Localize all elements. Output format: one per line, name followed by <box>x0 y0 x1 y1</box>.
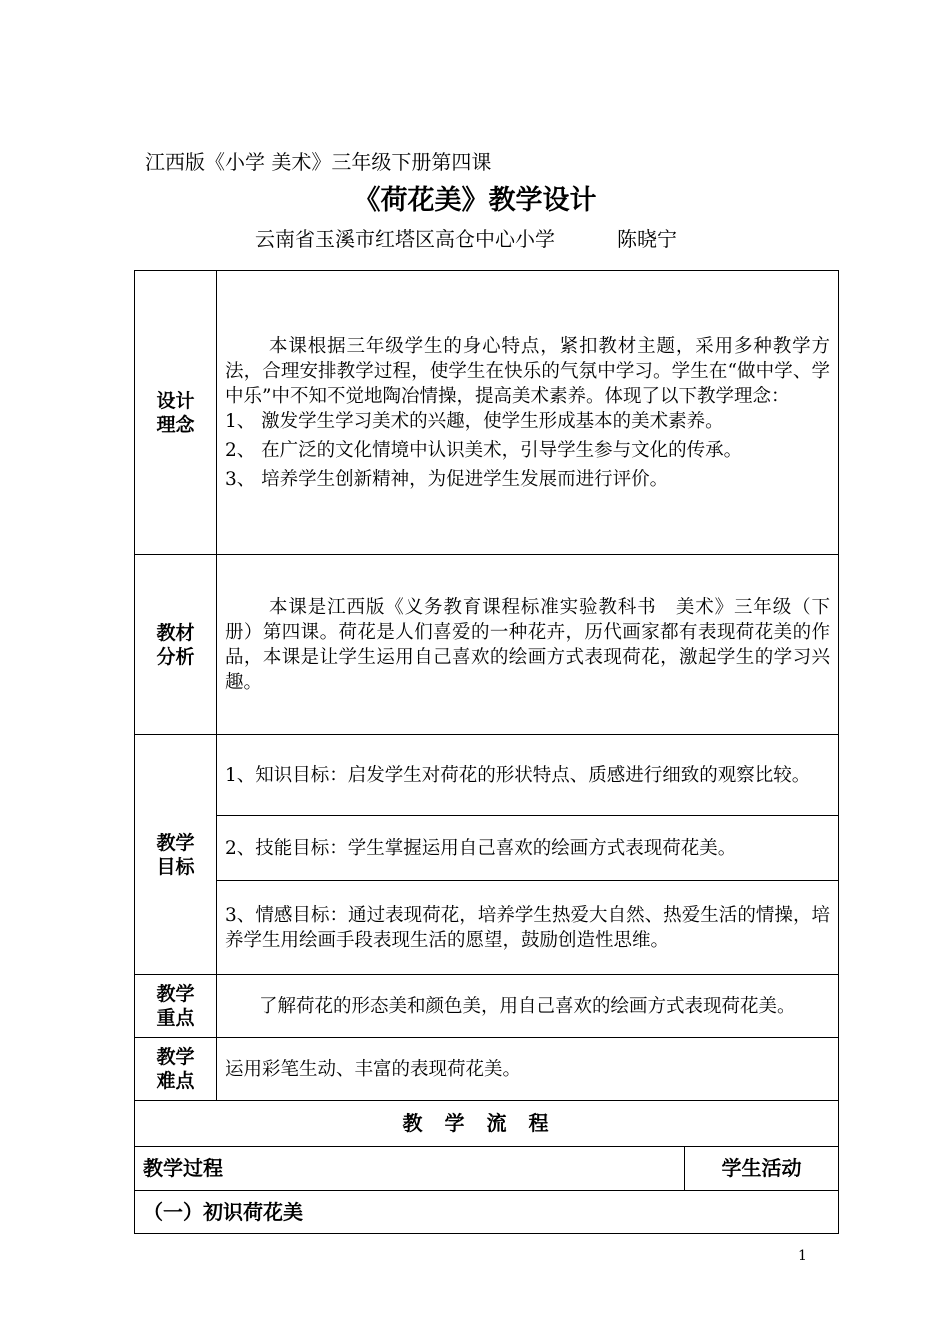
concept-item: 1、 激发学生学习美术的兴趣，使学生形成基本的美术素养。 <box>225 410 724 432</box>
flow-title-row <box>135 1101 839 1147</box>
difficulties-label <box>135 1038 217 1101</box>
emotion-objective <box>217 881 839 975</box>
material-analysis-row <box>135 555 839 735</box>
concept-item: 3、 培养学生创新精神，为促进学生发展而进行评价。 <box>225 468 669 490</box>
step-1-title: （一）初识荷花美 <box>135 1191 839 1234</box>
objectives-label <box>135 735 217 975</box>
label-line: 设计 <box>156 389 195 412</box>
key-points-label <box>135 975 217 1038</box>
material-analysis-label <box>135 555 217 735</box>
page-number: 1 <box>798 1248 807 1264</box>
flow-title: 教学流程 <box>135 1101 839 1147</box>
label-line: 重点 <box>156 1007 195 1029</box>
label-line: 教学 <box>156 831 195 854</box>
design-concept-label <box>135 271 217 555</box>
lesson-plan-table <box>134 270 839 1234</box>
document-title: 《荷花美》教学设计 <box>353 185 597 216</box>
objective-text: 2、技能目标：学生掌握运用自己喜欢的绘画方式表现荷花美。 <box>225 837 737 859</box>
key-points-row <box>135 975 839 1038</box>
knowledge-objective <box>217 735 839 816</box>
label-line: 难点 <box>156 1070 195 1092</box>
label-line: 教材 <box>156 621 195 644</box>
difficulties-text: 运用彩笔生动、丰富的表现荷花美。 <box>225 1058 522 1080</box>
series-line: 江西版《小学 美术》三年级下册第四课 <box>145 150 492 174</box>
design-concept-row <box>135 271 839 555</box>
design-concept-paragraph: 本课根据三年级学生的身心特点，紧扣教材主题，采用多种教学方法，合理安排教学过程，使学生在快乐的气氛中学习。学生在“做中学、学中乐”中不知不觉地陶冶情操，提高美术素养。体现了以下教学理念： <box>225 335 830 407</box>
process-column-header: 教学过程 <box>135 1147 685 1191</box>
difficulties-row <box>135 1038 839 1101</box>
difficulties-content <box>217 1038 839 1101</box>
label-line: 教学 <box>156 1046 195 1068</box>
design-concept-content <box>217 271 839 555</box>
flow-header-row <box>135 1147 839 1191</box>
label-line: 分析 <box>156 645 195 668</box>
school-name: 云南省玉溪市红塔区高仓中心小学 <box>255 227 555 251</box>
skill-objective <box>217 816 839 881</box>
flow-step-row <box>135 1191 839 1234</box>
label-line: 理念 <box>156 413 195 436</box>
objectives-row <box>135 816 839 881</box>
material-analysis-paragraph: 本课是江西版《义务教育课程标准实验教科书 美术》三年级（下册）第四课。荷花是人们喜爱的一种花卉，历代画家都有表现荷花美的作品，本课是让学生运用自己喜欢的绘画方式表现荷花，激起学生的学习兴趣。 <box>225 596 830 693</box>
objective-text: 3、情感目标：通过表现荷花，培养学生热爱大自然、热爱生活的情操，培养学生用绘画手段表现生活的愿望，鼓励创造性思维。 <box>225 904 830 951</box>
key-points-content <box>217 975 839 1038</box>
material-analysis-content <box>217 555 839 735</box>
objectives-row <box>135 881 839 975</box>
student-column-header: 学生活动 <box>685 1147 839 1191</box>
author-line <box>255 223 677 252</box>
objectives-row <box>135 735 839 816</box>
concept-item: 2、 在广泛的文化情境中认识美术，引导学生参与文化的传承。 <box>225 439 743 461</box>
label-line: 目标 <box>156 855 195 878</box>
label-line: 教学 <box>156 983 195 1005</box>
objective-text: 1、知识目标：启发学生对荷花的形状特点、质感进行细致的观察比较。 <box>225 764 811 786</box>
key-points-text: 了解荷花的形态美和颜色美，用自己喜欢的绘画方式表现荷花美。 <box>259 995 796 1017</box>
author-name: 陈晓宁 <box>617 227 677 251</box>
